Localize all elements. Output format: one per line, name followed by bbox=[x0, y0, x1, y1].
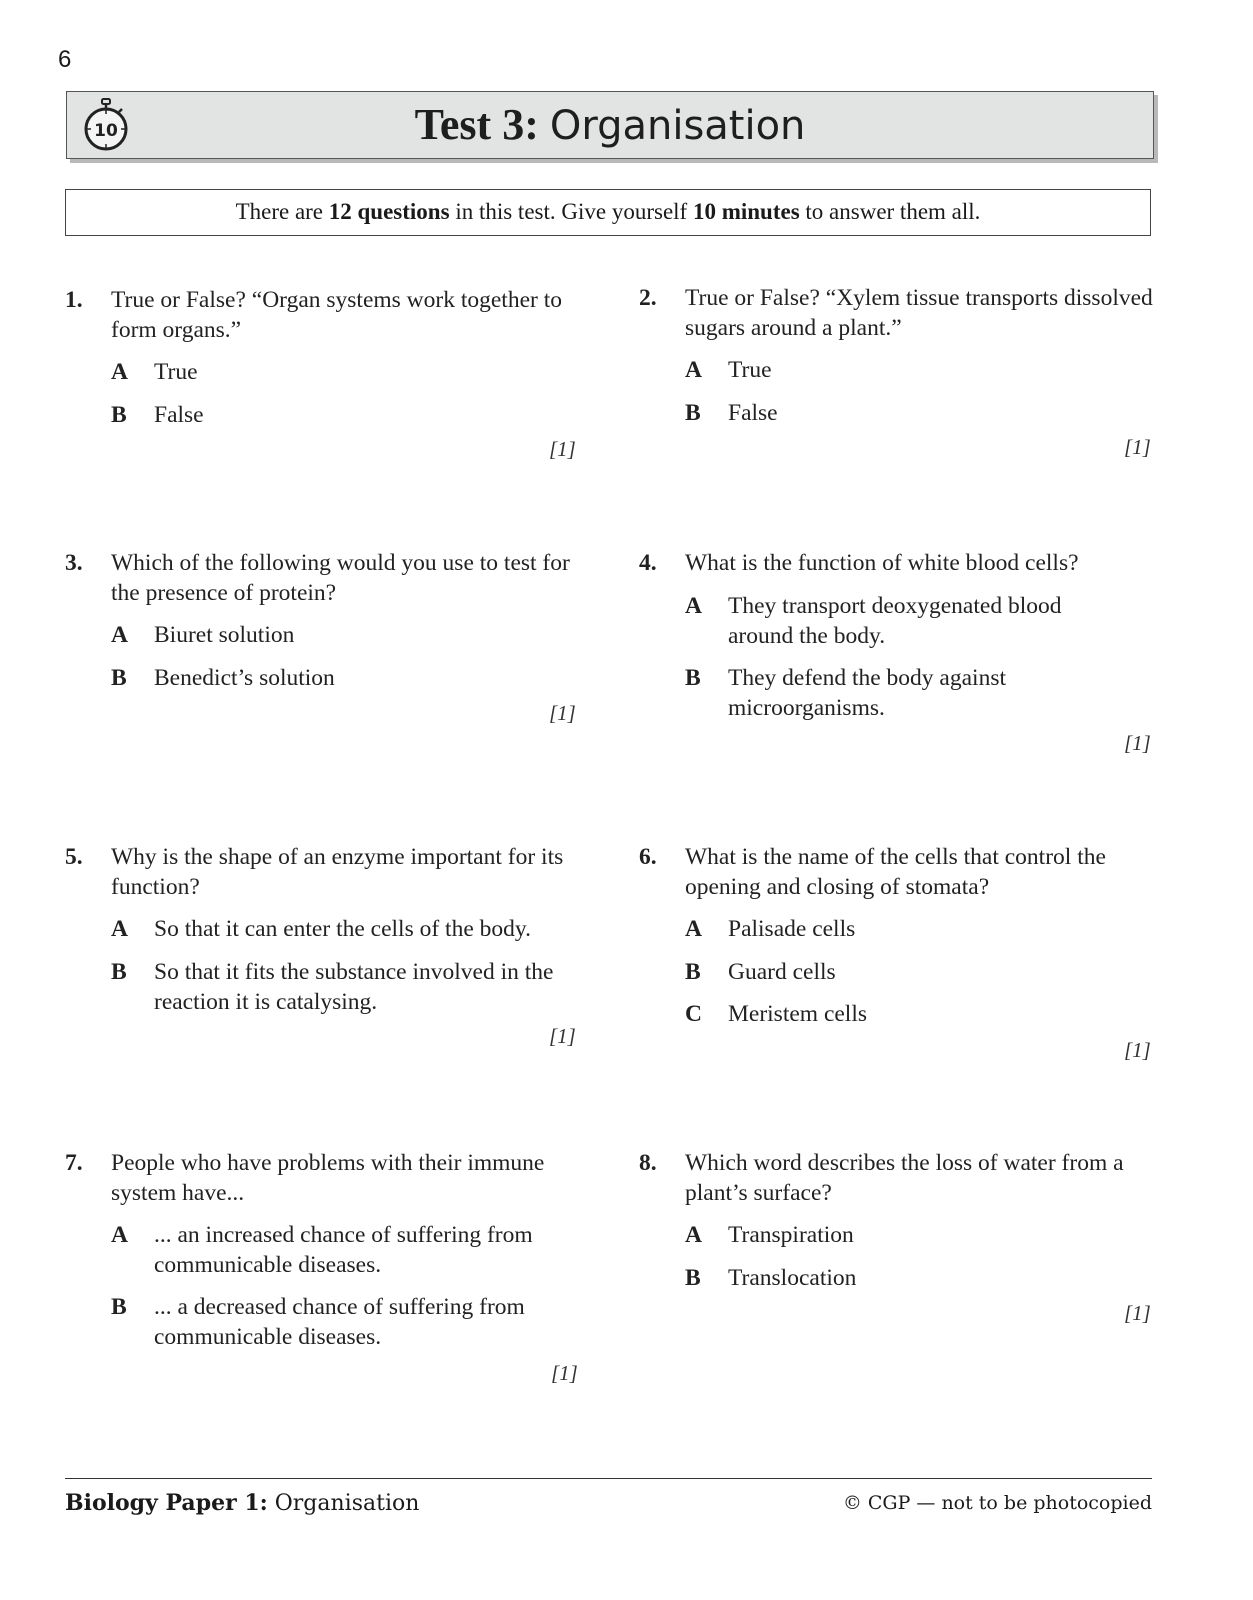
intro-text: to answer them all. bbox=[799, 199, 981, 224]
question-number: 1. bbox=[65, 287, 83, 313]
option-text: ... a decreased chance of suffering from communicable diseases. bbox=[154, 1294, 525, 1350]
page-title bbox=[67, 98, 1153, 153]
option-text: Guard cells bbox=[728, 959, 836, 985]
option-letter: A bbox=[685, 1222, 702, 1248]
option-text: True bbox=[728, 357, 772, 383]
title-bar bbox=[66, 91, 1154, 159]
copyright-notice: © CGP — not to be photocopied bbox=[842, 1492, 1152, 1514]
option-text: Palisade cells bbox=[728, 916, 856, 942]
option-letter: A bbox=[685, 916, 702, 942]
option-text: Benedict’s solution bbox=[154, 665, 335, 691]
option-letter: B bbox=[685, 1265, 701, 1291]
option-text: ... an increased chance of suffering from communicable diseases. bbox=[154, 1222, 533, 1278]
option-letter: B bbox=[111, 402, 127, 428]
question-text: Which of the following would you use to test for the presence of protein? bbox=[111, 550, 570, 606]
mark-allocation: [1] bbox=[1124, 1038, 1151, 1062]
question-text: What is the name of the cells that control the opening and closing of stomata? bbox=[685, 844, 1106, 900]
option-text: Meristem cells bbox=[728, 1001, 868, 1027]
question-number: 6. bbox=[639, 844, 657, 870]
option-text: False bbox=[728, 400, 778, 426]
option-text: They defend the body against microorganisms. bbox=[728, 665, 1006, 721]
question-text: Which word describes the loss of water from a plant’s surface? bbox=[685, 1150, 1124, 1206]
question-text: What is the function of white blood cells? bbox=[685, 550, 1079, 576]
footer-paper-title bbox=[65, 1490, 419, 1516]
option-text: False bbox=[154, 402, 204, 428]
mark-allocation: [1] bbox=[1124, 1301, 1151, 1325]
option-letter: B bbox=[685, 665, 701, 691]
timer-label: 10 bbox=[94, 121, 118, 141]
question-text: People who have problems with their immune system have... bbox=[111, 1150, 545, 1206]
footer-divider bbox=[65, 1478, 1152, 1479]
question-number: 8. bbox=[639, 1150, 657, 1176]
mark-allocation: [1] bbox=[1124, 435, 1151, 459]
title-bold: Test 3: bbox=[414, 100, 539, 149]
question-number: 5. bbox=[65, 844, 83, 870]
mark-allocation: [1] bbox=[549, 701, 576, 725]
option-letter: B bbox=[111, 959, 127, 985]
option-text: Transpiration bbox=[728, 1222, 854, 1248]
question-text: True or False? “Organ systems work together to form organs.” bbox=[111, 287, 562, 343]
option-letter: A bbox=[111, 622, 128, 648]
option-letter: B bbox=[111, 665, 127, 691]
question-number: 3. bbox=[65, 550, 83, 576]
footer-paper-name: Biology Paper 1: bbox=[65, 1490, 268, 1516]
question-number: 2. bbox=[639, 285, 657, 311]
mark-allocation: [1] bbox=[551, 1361, 578, 1385]
page-number: 6 bbox=[58, 46, 72, 73]
question-text: Why is the shape of an enzyme important for its function? bbox=[111, 844, 564, 900]
option-letter: C bbox=[685, 1001, 702, 1027]
option-text: True bbox=[154, 359, 198, 385]
mark-allocation: [1] bbox=[1124, 731, 1151, 755]
intro-text: in this test. Give yourself bbox=[449, 199, 693, 224]
option-text: So that it can enter the cells of the body. bbox=[154, 916, 531, 942]
footer-topic: Organisation bbox=[267, 1491, 420, 1516]
option-letter: A bbox=[685, 593, 702, 619]
option-letter: B bbox=[685, 959, 701, 985]
option-letter: A bbox=[111, 359, 128, 385]
option-text: They transport deoxygenated blood around the body. bbox=[728, 593, 1062, 649]
option-letter: B bbox=[111, 1294, 127, 1320]
question-text: True or False? “Xylem tissue transports dissolved sugars around a plant.” bbox=[685, 285, 1153, 341]
option-text: So that it fits the substance involved in the reaction it is catalysing. bbox=[154, 959, 554, 1015]
time-limit: 10 minutes bbox=[692, 199, 800, 224]
instructions-box bbox=[65, 189, 1151, 236]
option-letter: A bbox=[685, 357, 702, 383]
option-letter: A bbox=[111, 916, 128, 942]
question-number: 4. bbox=[639, 550, 657, 576]
mark-allocation: [1] bbox=[549, 1024, 576, 1048]
question-count: 12 questions bbox=[328, 199, 450, 224]
option-text: Biuret solution bbox=[154, 622, 295, 648]
option-text: Translocation bbox=[728, 1265, 857, 1291]
title-topic: Organisation bbox=[549, 103, 806, 149]
question-number: 7. bbox=[65, 1150, 83, 1176]
intro-text: There are bbox=[235, 199, 329, 224]
mark-allocation: [1] bbox=[549, 437, 576, 461]
option-letter: A bbox=[111, 1222, 128, 1248]
option-letter: B bbox=[685, 400, 701, 426]
